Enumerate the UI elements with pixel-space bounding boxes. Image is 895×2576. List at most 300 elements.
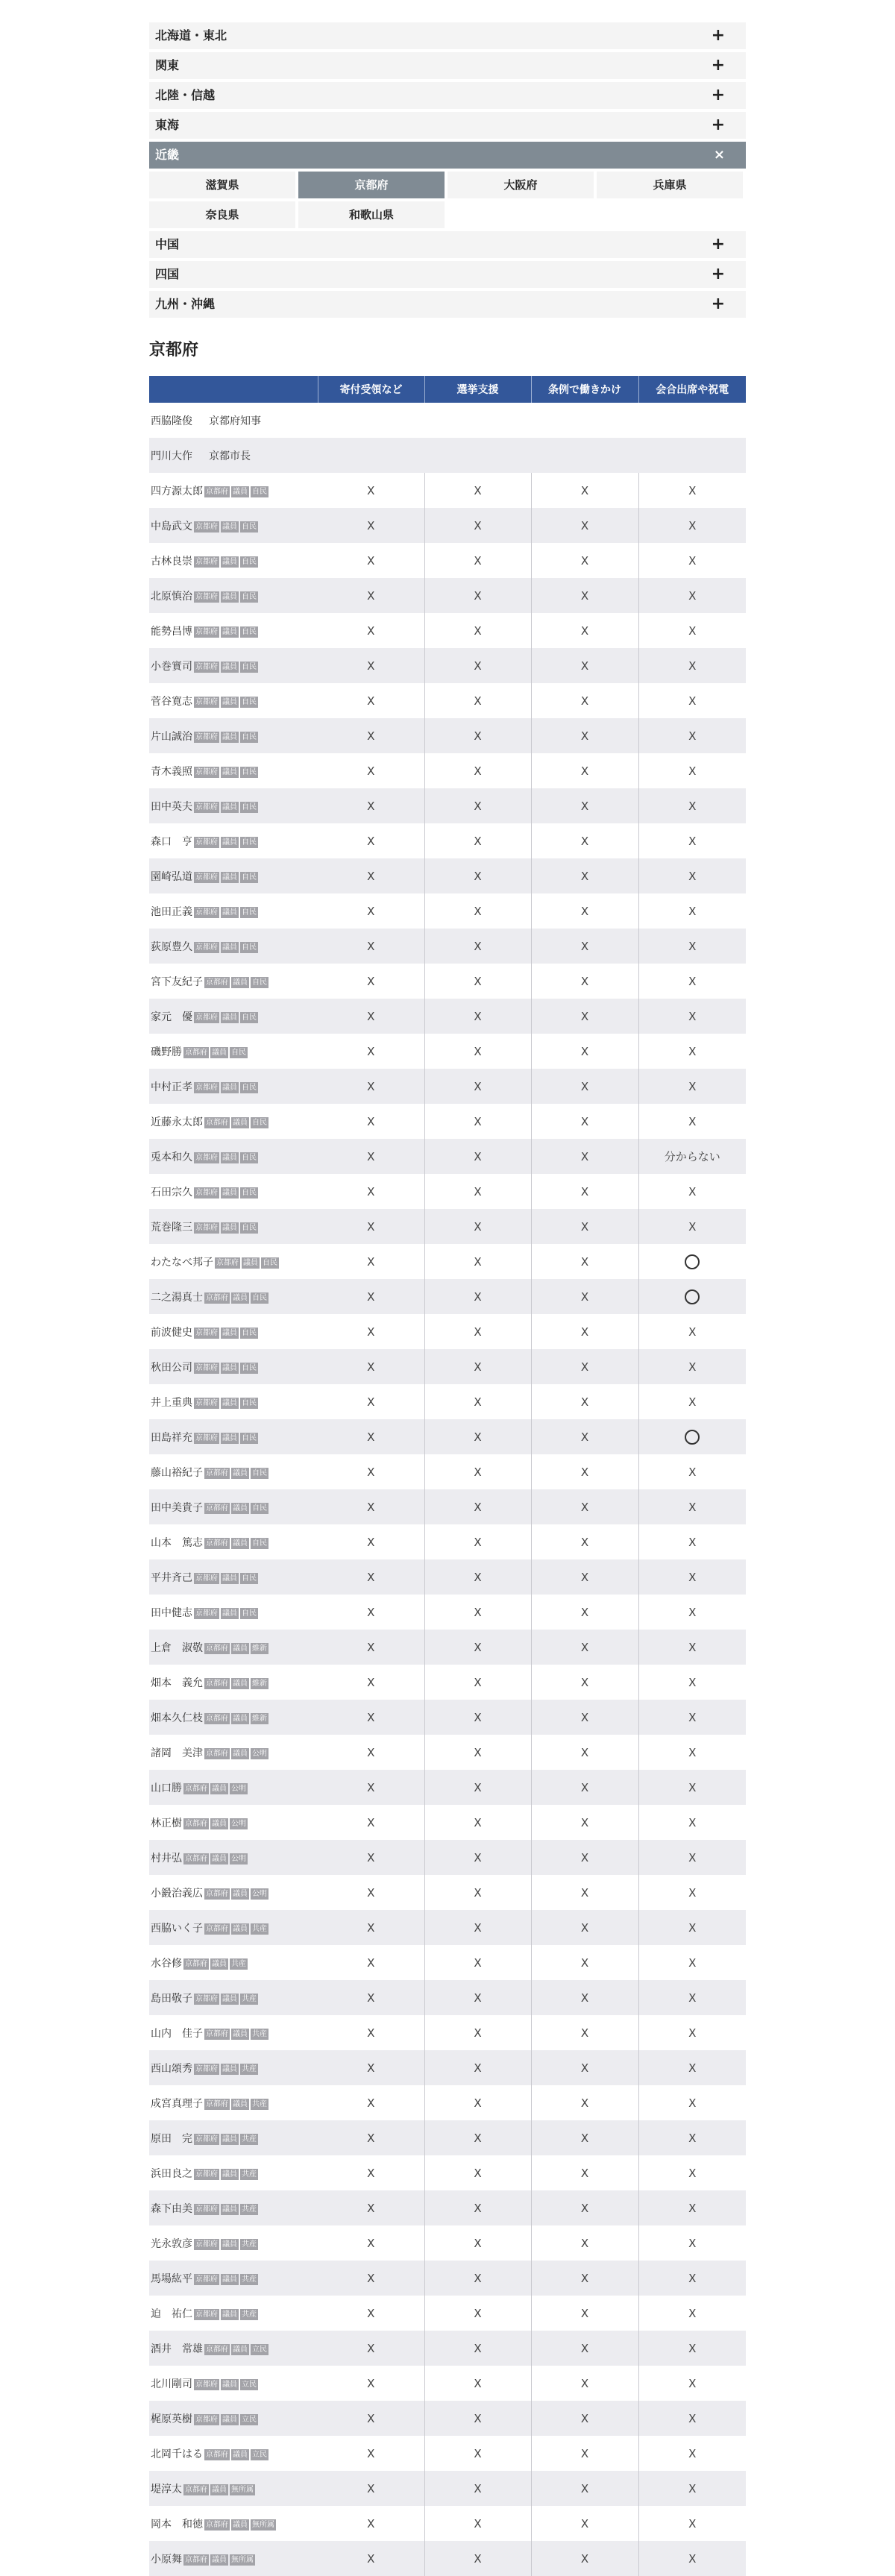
answer-cell: X [531,1665,638,1700]
answer-cell: X [531,788,638,823]
answer-cell: X [424,1840,531,1875]
answer-cell: X [367,2096,375,2110]
answer-cell: X [424,788,531,823]
member-tag: 議員 [233,1924,248,1933]
answer-cell: X [367,2166,375,2180]
table-row [149,1419,746,1454]
member-tag: 京都府 [185,2555,207,2564]
answer-cell: X [531,1244,638,1279]
member-tag: 公明 [252,1889,267,1898]
member-name: 青木義照 [151,765,192,778]
answer-cell: X [424,1559,531,1595]
table-row [149,753,746,788]
member-tag: 京都府 [195,908,218,917]
answer-cell: X [638,2085,746,2120]
member-cell [149,718,318,753]
member-tag: 議員 [233,2099,248,2108]
answer-cell: X [531,1069,638,1104]
member-tag: 公明 [231,1819,246,1828]
member-cell [149,1524,318,1559]
member-name: 片山誠治 [151,730,192,743]
answer-cell: X [424,1595,531,1630]
member-tag: 京都府 [206,2450,228,2459]
answer-cell: X [638,1840,746,1875]
member-tag: 維新 [252,1679,267,1688]
answer-cell: X [638,1349,746,1384]
member-tag: 京都府 [206,1118,228,1127]
answer-cell: X [367,939,375,953]
answer-cell: X [638,929,746,964]
member-name: 二之湯真士 [151,1291,203,1304]
answer-cell: X [638,2541,746,2576]
member-name: 中村正孝 [151,1081,192,1093]
member-cell [149,2331,318,2366]
member-tag: 自民 [252,487,267,496]
member-name: 成宮真理子 [151,2097,203,2110]
member-tag: 議員 [222,1153,237,1162]
member-name: 酒井 常雄 [151,2343,203,2355]
answer-cell: X [367,1780,375,1794]
member-tag: 京都府 [206,1679,228,1688]
answer-cell: X [638,2015,746,2050]
member-tag: 京都府 [195,2064,218,2073]
answer-cell: X [424,648,531,683]
table-row [149,929,746,964]
member-cell [149,2506,318,2541]
answer-cell: X [367,2131,375,2145]
member-tag: 京都府 [195,1994,218,2003]
member-tag: 自民 [242,1188,257,1197]
answer-cell: X [367,1850,375,1865]
member-tag: 議員 [222,627,237,636]
answer-cell: X [367,869,375,883]
member-tag: 京都府 [206,487,228,496]
member-tag: 京都府 [185,1959,207,1968]
survey-table [149,376,746,2576]
answer-cell: X [531,823,638,858]
table-row [149,2225,746,2261]
pref-row [149,172,746,198]
accordion-label: 四国 [155,267,180,281]
member-tag: 議員 [222,1223,237,1232]
accordion-hokkaido-tohoku[interactable] [149,22,746,49]
answer-cell: X [531,2331,638,2366]
answer-cell: X [424,2155,531,2190]
official-name: 門川大作 [151,450,192,462]
member-tag: 議員 [222,522,237,531]
table-row [149,578,746,613]
table-row [149,1174,746,1209]
answer-cell: X [531,1910,638,1945]
member-cell [149,1489,318,1524]
member-tag: 自民 [252,978,267,987]
member-tag: 自民 [242,732,257,741]
member-cell [149,1174,318,1209]
member-tag: 京都府 [206,1539,228,1548]
answer-cell: X [367,1325,375,1339]
member-tag: 議員 [222,1083,237,1092]
table-row [149,2366,746,2401]
answer-cell: X [531,893,638,929]
table-row [149,2050,746,2085]
member-tag: 自民 [242,592,257,601]
answer-cell: X [638,753,746,788]
answer-cell: X [367,2201,375,2215]
answer-cell: X [424,1104,531,1139]
answer-cell: X [424,1139,531,1174]
member-cell [149,823,318,858]
answer-cell: X [367,1149,375,1163]
table-row [149,718,746,753]
table-row [149,999,746,1034]
member-name: 田中英夫 [151,800,192,813]
answer-cell: X [638,2331,746,2366]
plus-icon: + [711,26,725,45]
member-tag: 共産 [252,1924,267,1933]
table-row [149,2541,746,2576]
answer-cell: X [367,1184,375,1199]
member-name: 迫 祐仁 [151,2308,192,2320]
answer-cell: X [367,2061,375,2075]
answer-cell: X [367,1570,375,1584]
member-tag: 立民 [242,2380,257,2389]
table-row [149,543,746,578]
answer-cell: X [531,2401,638,2436]
answer-cell: X [531,858,638,893]
table-row [149,1770,746,1805]
table-row [149,2331,746,2366]
member-tag: 共産 [242,2134,257,2143]
member-tag: 自民 [242,767,257,776]
table-row [149,1735,746,1770]
answer-cell: X [424,2366,531,2401]
answer-cell: X [638,2401,746,2436]
member-tag: 議員 [222,943,237,952]
pref-osaka[interactable]: 大阪府 [448,172,594,198]
member-cell [149,473,318,508]
member-name: 小原舞 [151,2553,182,2566]
member-tag: 京都府 [195,1013,218,1022]
plus-icon: + [711,235,725,254]
answer-cell: X [638,964,746,999]
answer-cell: X [531,543,638,578]
answer-cell: X [531,1875,638,1910]
member-tag: 自民 [242,1328,257,1337]
answer-cell [638,1419,746,1454]
member-tag: 共産 [242,2064,257,2073]
answer-cell: X [531,1595,638,1630]
member-tag: 議員 [233,1644,248,1653]
answer-cell: X [367,2411,375,2425]
member-tag: 議員 [222,592,237,601]
answer-cell: X [531,2050,638,2085]
member-tag: 自民 [242,873,257,882]
table-row [149,648,746,683]
answer-cell: X [531,2506,638,2541]
member-cell [149,1104,318,1139]
answer-cell: X [367,623,375,638]
answer-cell: X [638,2120,746,2155]
answer-cell: X [367,1605,375,1619]
member-tag: 京都府 [185,1048,207,1057]
member-tag: 京都府 [195,2240,218,2249]
member-tag: 議員 [212,1854,227,1863]
answer-cell: X [531,1454,638,1489]
member-tag: 議員 [222,1574,237,1583]
accordion-shikoku[interactable] [149,261,746,288]
member-tag: 自民 [242,1609,257,1618]
answer-cell: X [531,1034,638,1069]
answer-cell: X [424,1454,531,1489]
table-row [149,788,746,823]
answer-cell: X [424,683,531,718]
table-row [149,1314,746,1349]
table-row [149,1384,746,1419]
answer-cell: X [531,964,638,999]
member-tag: 自民 [242,697,257,706]
answer-cell: X [367,2516,375,2531]
member-tag: 議員 [222,1328,237,1337]
member-name: 荻原豊久 [151,940,192,953]
member-tag: 自民 [242,1398,257,1407]
member-tag: 公明 [252,1749,267,1758]
answer-cell: X [424,1314,531,1349]
member-tag: 京都府 [195,2170,218,2178]
answer-cell: X [638,1454,746,1489]
pref-hyogo[interactable]: 兵庫県 [597,172,743,198]
member-cell [149,1665,318,1700]
answer-cell: X [638,1384,746,1419]
answer-cell: X [531,2541,638,2576]
member-tag: 京都府 [195,1363,218,1372]
answer-cell: X [531,2261,638,2296]
member-name: 中島武文 [151,520,192,533]
member-cell [149,1805,318,1840]
answer-cell: X [638,1034,746,1069]
answer-cell: X [367,1710,375,1724]
table-row [149,1244,746,1279]
accordion-kyushu[interactable] [149,291,746,318]
member-tag: 京都府 [195,1433,218,1442]
member-tag: 共産 [231,1959,246,1968]
member-tag: 京都府 [206,1924,228,1933]
member-name: 光永敦彦 [151,2237,192,2250]
answer-cell: X [367,2446,375,2460]
accordion-chugoku[interactable] [149,231,746,258]
answer-cell: X [638,1209,746,1244]
member-cell [149,1454,318,1489]
member-tag: 京都府 [195,2134,218,2143]
member-cell [149,1735,318,1770]
official-cell [149,438,746,473]
table-row [149,1034,746,1069]
member-cell [149,999,318,1034]
answer-cell: X [638,823,746,858]
accordion-label: 北陸・信越 [155,88,216,102]
table-row [149,1980,746,2015]
member-cell [149,2085,318,2120]
pref-shiga[interactable]: 滋賀県 [149,172,295,198]
answer-cell: X [531,2120,638,2155]
member-name: 堤淳太 [151,2483,182,2495]
member-tag: 議員 [222,1609,237,1618]
member-tag: 自民 [252,1468,267,1477]
answer-cell: X [424,1735,531,1770]
answer-cell: X [424,1770,531,1805]
pref-kyoto[interactable]: 京都府 [298,172,445,198]
table-body [149,403,746,2576]
member-tag: 京都府 [185,1784,207,1793]
member-tag: 京都府 [195,1083,218,1092]
official-cell [149,403,746,438]
member-tag: 議員 [233,1504,248,1512]
table-row [149,1875,746,1910]
member-tag: 京都府 [195,873,218,882]
member-name: 岡本 和徳 [151,2518,203,2531]
member-tag: 京都府 [206,2029,228,2038]
member-tag: 自民 [242,1433,257,1442]
member-name: 荒巻隆三 [151,1221,192,1234]
member-name: 浜田良之 [151,2167,192,2180]
member-name: 家元 優 [151,1011,192,1023]
table-row [149,438,746,473]
answer-cell: X [424,1910,531,1945]
accordion-kanto[interactable] [149,52,746,79]
answer-cell: X [367,518,375,533]
answer-cell: X [424,1419,531,1454]
answer-cell: X [367,2551,375,2566]
member-tag: 京都府 [195,522,218,531]
answer-cell: X [367,1815,375,1829]
answer-cell: X [424,1384,531,1419]
plus-icon: + [711,265,725,283]
answer-cell: X [531,1104,638,1139]
pref-wakayama[interactable]: 和歌山県 [298,201,445,228]
member-tag: 自民 [263,1258,277,1267]
member-tag: 京都府 [185,1819,207,1828]
answer-cell: X [367,1114,375,1128]
answer-cell: X [638,1945,746,1980]
member-tag: 立民 [252,2450,267,2459]
member-cell [149,1630,318,1665]
table-row [149,2085,746,2120]
member-tag: 京都府 [195,2415,218,2424]
member-name: わたなべ邦子 [151,1256,213,1269]
member-name: 上倉 淑敬 [151,1642,203,1654]
member-tag: 議員 [222,908,237,917]
answer-cell: X [424,2225,531,2261]
member-cell [149,1244,318,1279]
table-row [149,1349,746,1384]
answer-cell: X [424,2471,531,2506]
answer-cell: X [638,1104,746,1139]
answer-cell: X [531,2155,638,2190]
column-header: 会合出席や祝電 [638,376,746,403]
member-tag: 無所属 [231,2555,254,2564]
member-tag: 維新 [252,1644,267,1653]
member-tag: 自民 [252,1118,267,1127]
member-tag: 京都府 [195,697,218,706]
member-tag: 議員 [222,1013,237,1022]
member-tag: 京都府 [195,592,218,601]
accordion-hokuriku[interactable] [149,82,746,109]
section-title: 京都府 [149,341,199,359]
answer-cell: X [367,1920,375,1935]
member-cell [149,1034,318,1069]
answer-cell: X [531,1174,638,1209]
member-cell [149,2050,318,2085]
answer-cell: X [531,1735,638,1770]
table-row [149,1524,746,1559]
member-cell [149,1595,318,1630]
member-name: 池田正義 [151,905,192,918]
member-name: 北岡千はる [151,2448,203,2460]
official-role: 京都府知事 [209,415,261,427]
accordion-tokai[interactable] [149,112,746,139]
answer-cell: X [367,2271,375,2285]
table-row [149,1945,746,1980]
answer-cell: X [424,2541,531,2576]
member-cell [149,2120,318,2155]
pref-empty [597,201,743,228]
answer-cell: X [367,1885,375,1900]
table-row [149,2506,746,2541]
member-name: 磯野勝 [151,1046,182,1058]
answer-cell: X [638,543,746,578]
member-tag: 京都府 [206,1889,228,1898]
answer-cell: X [367,1079,375,1093]
table-row [149,2120,746,2155]
accordion-kinki[interactable] [149,142,746,169]
member-tag: 京都府 [195,2310,218,2319]
answer-cell: X [638,999,746,1034]
answer-cell: X [638,1630,746,1665]
answer-cell: X [367,1955,375,1970]
answer-cell: X [424,1875,531,1910]
table-row [149,1489,746,1524]
member-tag: 自民 [242,838,257,846]
member-cell [149,578,318,613]
member-tag: 自民 [242,943,257,952]
member-name: 能勢昌博 [151,625,192,638]
member-tag: 自民 [242,1223,257,1232]
member-tag: 議員 [222,697,237,706]
answer-cell: X [638,2506,746,2541]
answer-cell: X [367,2481,375,2495]
answer-cell: X [638,893,746,929]
answer-cell: X [367,1991,375,2005]
member-tag: 議員 [222,2134,237,2143]
answer-cell: X [367,904,375,918]
member-name: 田島祥充 [151,1431,192,1444]
member-name: 小鍛治義広 [151,1887,203,1900]
answer-cell: X [367,1535,375,1549]
answer-cell: X [531,2190,638,2225]
table-row [149,613,746,648]
table-row [149,2261,746,2296]
table-row [149,2015,746,2050]
member-tag: 共産 [242,2170,257,2178]
answer-cell: X [531,1279,638,1314]
answer-cell: X [424,1665,531,1700]
member-tag: 京都府 [195,943,218,952]
table-row [149,2436,746,2471]
answer-cell: X [531,1559,638,1595]
member-name: 馬場紘平 [151,2272,192,2285]
pref-row [149,201,746,228]
answer-cell: X [638,1875,746,1910]
pref-nara[interactable]: 奈良県 [149,201,295,228]
